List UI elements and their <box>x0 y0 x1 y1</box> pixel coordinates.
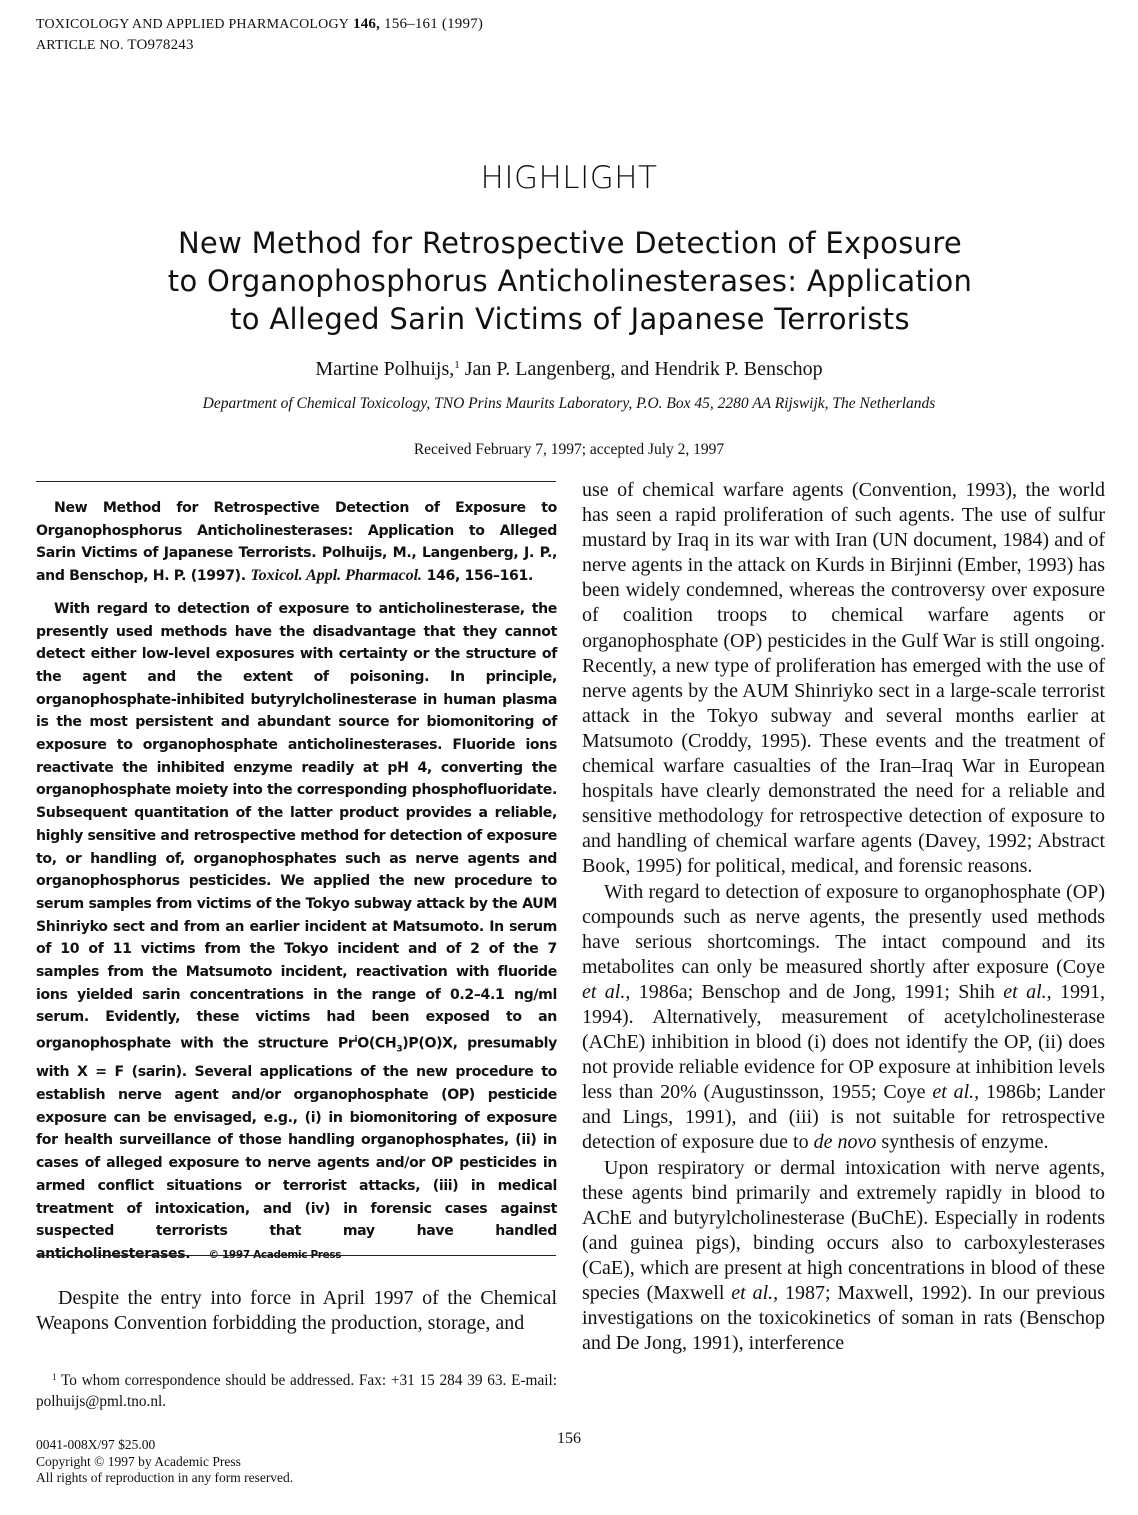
journal-name: TOXICOLOGY AND APPLIED PHARMACOLOGY <box>36 17 350 32</box>
title-line: to Organophosphorus Anticholinesterases: Application <box>167 264 973 298</box>
et-al: et al., <box>1003 980 1052 1003</box>
text-run: 1986a; Benschop and de Jong, 1991; Shih <box>630 980 1004 1003</box>
abstract-body <box>36 598 557 1267</box>
author-footnote-mark: 1 <box>454 359 460 371</box>
abstract-citation-journal: Toxicol. Appl. Pharmacol. <box>250 567 423 585</box>
de-novo: de novo <box>813 1131 877 1154</box>
article-title <box>100 224 1040 338</box>
paragraph-3 <box>582 1156 1105 1357</box>
footnote-mark: 1 <box>52 1372 57 1382</box>
abstract-body-part: With regard to detection of exposure to anticholinesterase, the presently used methods have the disadvantage that they cannot detect either low-level exposures with certainty or the structure of the agent and the extent of poisoning. In principle, organophosphate-inhibited butyrylcholinesterase in human plasma is the most persistent and abundant source for biomonitoring of exposure to organophosphate anticholinesterases. Fluoride ions reactivate the inhibited enzyme readily at pH 4, converting the organophosphate moiety into the corresponding phosphofluoridate. Subsequent quantitation of the latter product provides a reliable, highly sensitive and retrospective method for detection of exposure to, or handling of, organophosphates such as nerve agents and organophosphorus pesticides. We applied the new procedure to serum samples from victims of the Tokyo subway attack by the AUM Shinriyko sect and from an earlier incident at Matsumoto. In serum of 10 of 11 victims from the Tokyo incident and of 2 of the 7 samples from the Matsumoto incident, reactivation with fluoride ions yielded sarin concentrations in the range of 0.2–4.1 ng/ml serum. Evidently, these victims had been exposed to an organophosphate with the structure Pr <box>36 600 557 1052</box>
abstract-citation <box>36 497 557 588</box>
author-list <box>0 358 1138 381</box>
article-label: ARTICLE NO. <box>36 38 124 53</box>
abstract-superscript: i <box>354 1035 358 1046</box>
article-number: TO978243 <box>127 37 194 53</box>
affiliation: Department of Chemical Toxicology, TNO Prins Maurits Laboratory, P.O. Box 45, 2280 AA Rijswijk, The Netherlands <box>202 395 936 412</box>
title-line: New Method for Retrospective Detection of Exposure <box>177 226 963 260</box>
copyright-block <box>36 1437 293 1487</box>
paragraph-2 <box>582 880 1105 1156</box>
abstract-top-rule <box>36 481 556 482</box>
title-line: to Alleged Sarin Victims of Japanese Terrorists <box>230 302 910 336</box>
abstract-citation-volume: 146, <box>422 568 465 585</box>
rights-line: All rights of reproduction in any form reserved. <box>36 1470 294 1485</box>
abstract-citation-pages: 156–161. <box>464 568 533 585</box>
copyright-line: Copyright © 1997 by Academic Press <box>36 1453 241 1469</box>
intro-left-column <box>36 1286 557 1336</box>
abstract-subscript: 3 <box>396 1044 403 1055</box>
paragraph-1: use of chemical warfare agents (Convention, 1993), the world has seen a rapid proliferation of such agents. The use of sulfur mustard by Iraq in its war with Iran (UN document, 1984) and of nerve agents in the attack on Kurds in Birjinni (Ember, 1993) has been widely condemned, whereas the controversy over exposure of coalition troops to chemical warfare agents or organophosphate (OP) pesticides in the Gulf War is still ongoing. Recently, a new type of proliferation has emerged with the use of nerve agents by the AUM Shinriyko sect in a large-scale terrorist attack in the Tokyo subway and several months earlier at Matsumoto (Croddy, 1995). These events and the treatment of chemical warfare casualties of the Iran–Iraq War in European hospitals have clearly demonstrated the need for a reliable and sensitive methodology for retrospective detection of exposure to and handling of chemical warfare agents (Davey, 1992; Abstract Book, 1995) for political, medical, and forensic reasons. <box>582 479 1105 878</box>
author-first: Martine Polhuijs, <box>315 358 455 380</box>
abstract-bottom-rule <box>36 1255 556 1256</box>
received-dates: Received February 7, 1997; accepted July 2, 1997 <box>413 441 725 458</box>
text-run: 1986b; Lander and Lings, 1991), and (iii) is not suitable for retrospective detection of exposure due to <box>582 1081 1105 1154</box>
text-run: 1987; Maxwell, 1992). In our previous investigations on the toxicokinetics of soman in rats (Benschop and De Jong, 1991), interference <box>582 1282 1105 1355</box>
article-number-line <box>36 35 483 56</box>
abstract-body-part: )P(O)X, presumably with X = F (sarin). Several applications of the new procedure to establish nerve agent and/or organophosphate (OP) pesticide exposure can be envisaged, e.g., (i) in biomonitoring of exposure for health surveillance of those handling organophosphates, (ii) in cases of alleged exposure to nerve agents and/or OP pesticides in armed conflict situations or terrorist attacks, (iii) in medical treatment of intoxication, and (iv) in forensic cases against suspected terrorists that may have handled anticholinesterases. <box>36 1035 557 1262</box>
et-al: et al., <box>932 1081 980 1104</box>
intro-paragraph: Despite the entry into force in April 1997 of the Chemical Weapons Convention forbidding the production, storage, and <box>36 1287 557 1334</box>
footnote <box>36 1367 557 1412</box>
journal-pages: 156–161 (1997) <box>384 16 484 32</box>
text-run: Upon respiratory or dermal intoxication with nerve agents, these agents bind primarily and extremely rapidly in blood to AChE and butyrylcholinesterase (BuChE). Especially in rodents (and guinea pigs), binding occurs also to carboxylesterases (CaE), which are present at high concentrations in blood of these species (Maxwell <box>582 1156 1105 1304</box>
right-column <box>582 478 1105 1356</box>
et-al: et al., <box>582 980 631 1003</box>
abstract <box>36 497 557 1267</box>
section-heading: HIGHLIGHT <box>480 160 658 196</box>
journal-citation-line <box>36 14 483 35</box>
journal-volume: 146, <box>353 16 381 32</box>
author-rest: Jan P. Langenberg, and Hendrik P. Benschop <box>459 358 823 380</box>
et-al: et al., <box>731 1282 779 1304</box>
abstract-body-part: O(CH <box>357 1035 397 1052</box>
text-run: 1991, 1994). Alternatively, measurement of acetylcholinesterase (AChE) inhibition in blood (i) does not identify the OP, (ii) does not provide reliable evidence for OP exposure at inhibition levels less than 20% (Augustinsson, 1955; Coye <box>582 980 1106 1104</box>
journal-header <box>36 14 483 56</box>
text-run: With regard to detection of exposure to organophosphate (OP) compounds such as nerve agents, the presently used methods have serious shortcomings. The intact compound and its metabolites can only be measured shortly after exposure (Coye <box>582 880 1105 978</box>
abstract-citation-text: New Method for Retrospective Detection of Exposure to Organophosphorus Anticholinesterases: Application to Alleged Sarin Victims of Japanese Terrorists. Polhuijs, M., Langenberg, J. P., and Benschop, H. P. (1997). <box>36 500 557 585</box>
issn-price: 0041-008X/97 $25.00 <box>36 1437 156 1452</box>
abstract-copyright: © 1997 Academic Press <box>208 1249 342 1261</box>
footnote-text: To whom correspondence should be addressed. Fax: +31 15 284 39 63. E-mail: polhuijs@pml.tno.nl. <box>36 1372 557 1410</box>
text-run: synthesis of enzyme. <box>876 1131 1049 1154</box>
page-number: 156 <box>557 1430 581 1447</box>
